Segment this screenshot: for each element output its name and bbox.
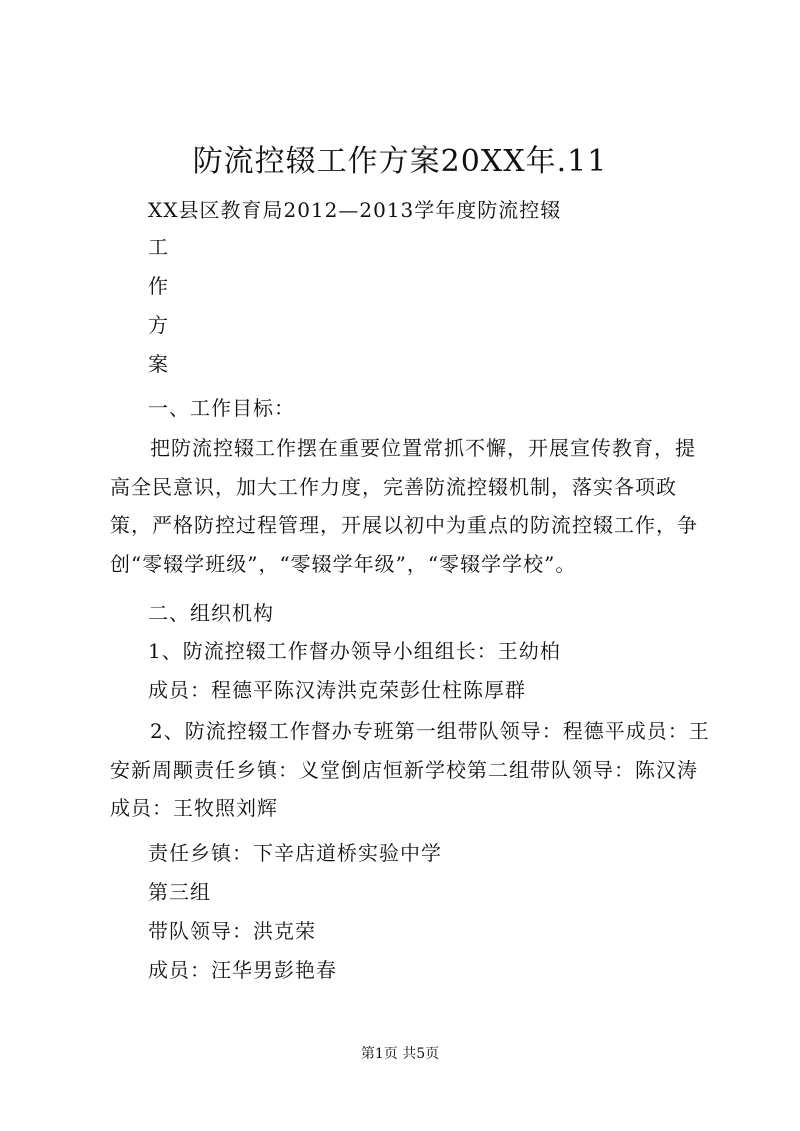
section-heading-goals: 一、工作目标： <box>148 396 295 420</box>
vertical-char-1: 工 <box>148 235 169 259</box>
group3-label: 第三组 <box>148 880 211 904</box>
section-body-goals: 把防流控辍工作摆在重要位置常抓不懈，开展宣传教育，提高全民意识，加大工作力度，完善防流控辍机制，落实各项政策，严格防控过程管理，开展以初中为重点的防流控辍工作，争创“零辍学班级”，“零辍学年级”，“零辍学学校”。 <box>110 436 698 576</box>
vertical-char-2: 作 <box>148 274 169 298</box>
page-footer: 第1页 共5页 <box>360 1046 440 1062</box>
item-leadership-group: 1、防流控辍工作督办领导小组组长：王幼柏 <box>148 639 561 663</box>
document-title: 防流控辍工作方案20XX年.11 <box>192 144 608 179</box>
group2-towns: 责任乡镇：下辛店道桥实验中学 <box>148 841 442 865</box>
section-heading-organization: 二、组织机构 <box>148 601 274 625</box>
item-members: 成员：程德平陈汉涛洪克荣彭仕柱陈厚群 <box>148 678 526 702</box>
document-subtitle: XX县区教育局2012—2013学年度防流控辍 <box>148 198 562 222</box>
item-supervision-team: 2、防流控辍工作督办专班第一组带队领导：程德平成员：王安新周颙责任乡镇：义堂倒店恒新学校第二组带队领导：陈汉涛成员：王牧照刘辉 <box>110 719 710 820</box>
group3-leader: 带队领导：洪克荣 <box>148 919 316 943</box>
vertical-char-3: 方 <box>148 313 169 337</box>
group3-members: 成员：汪华男彭艳春 <box>148 958 337 982</box>
vertical-char-4: 案 <box>148 352 169 376</box>
